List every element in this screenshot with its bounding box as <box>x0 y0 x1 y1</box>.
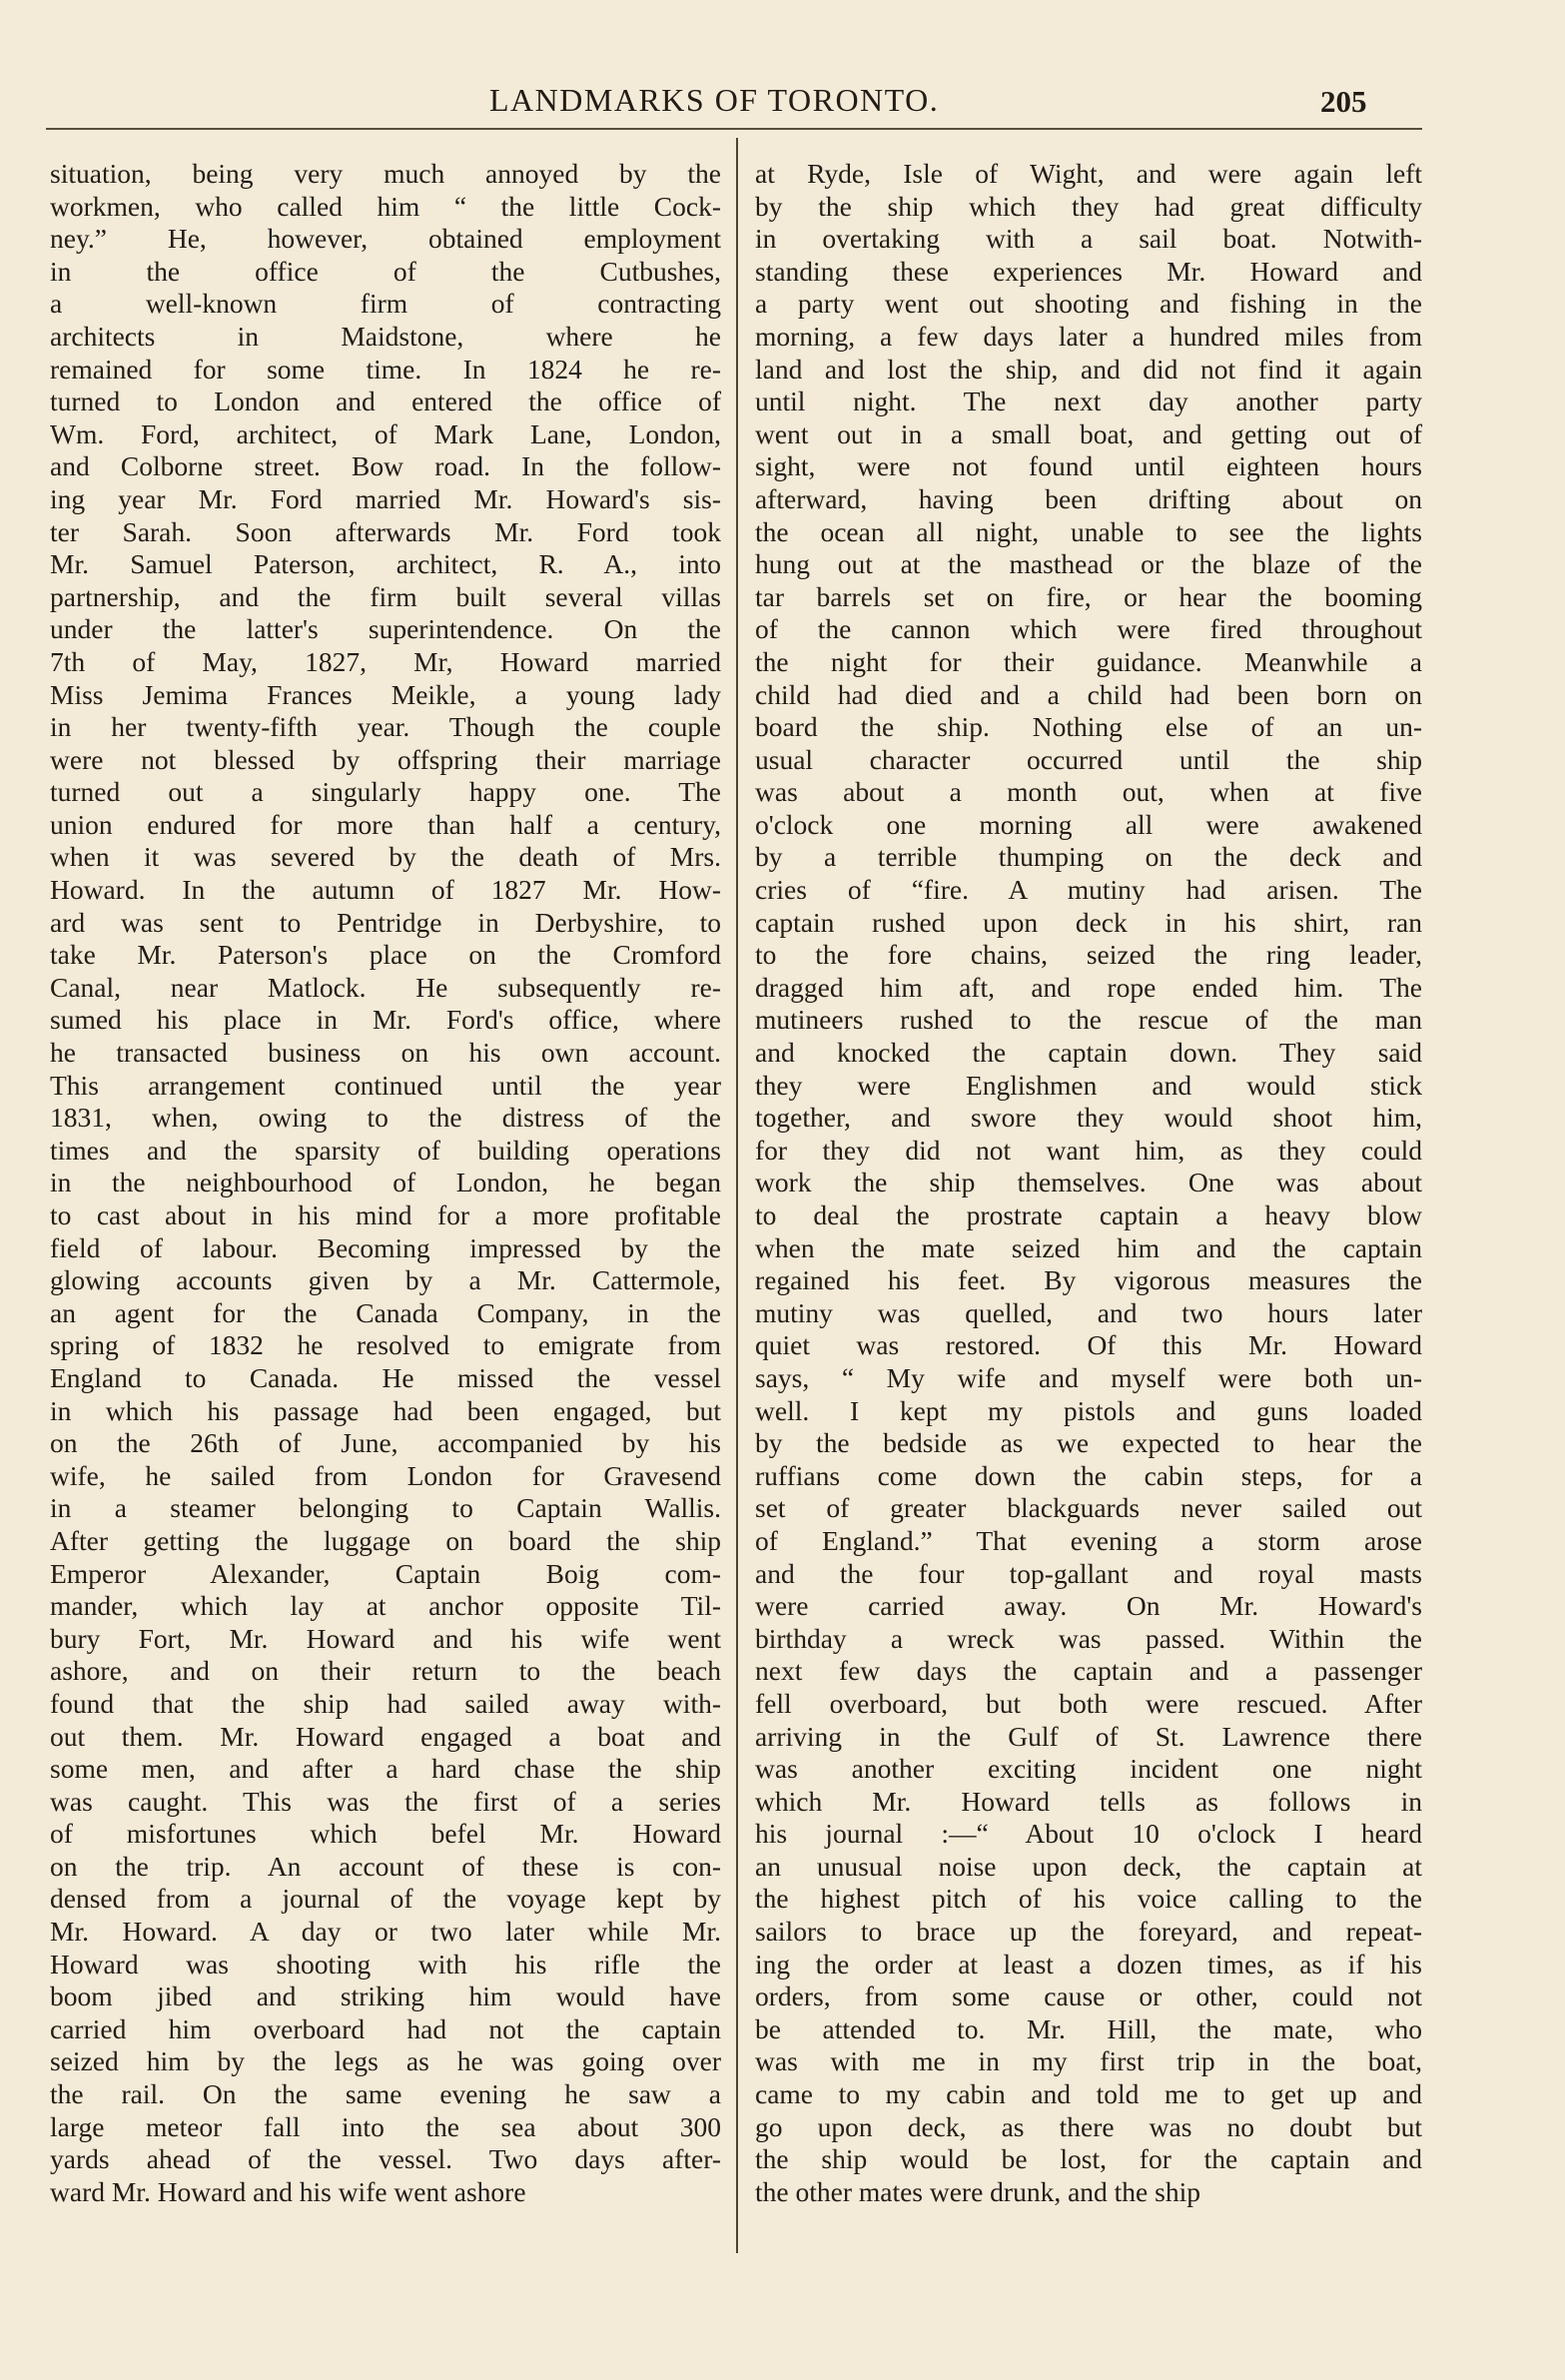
text-line: on the trip. An account of these is con- <box>50 1850 721 1882</box>
text-line: ard was sent to Pentridge in Derbyshire, to <box>50 906 721 938</box>
text-line: England to Canada. He missed the vessel <box>50 1361 721 1393</box>
text-line: of misfortunes which befel Mr. Howard <box>50 1818 721 1850</box>
text-line: wife, he sailed from London for Gravesend <box>50 1459 721 1491</box>
text-line: ter Sarah. Soon afterwards Mr. Ford took <box>50 515 721 547</box>
text-line: the ship would be lost, for the captain and <box>755 2143 1422 2175</box>
text-line: ward Mr. Howard and his wife went ashore <box>50 2175 526 2207</box>
text-line: bury Fort, Mr. Howard and his wife went <box>50 1622 721 1654</box>
text-line: the ocean all night, unable to see the lights <box>755 515 1422 547</box>
text-line: was another exciting incident one night <box>755 1753 1422 1785</box>
text-line: board the ship. Nothing else of an un- <box>755 711 1422 743</box>
text-line: captain rushed upon deck in his shirt, ran <box>755 906 1422 938</box>
text-line: to deal the prostrate captain a heavy blow <box>755 1199 1422 1230</box>
text-line: ing the order at least a dozen times, as if his <box>755 1948 1422 1980</box>
text-line: turned out a singularly happy one. The <box>50 776 721 808</box>
text-line: in overtaking with a sail boat. Notwith- <box>755 223 1422 255</box>
text-line: says, “ My wife and myself were both un- <box>755 1361 1422 1393</box>
text-line: work the ship themselves. One was about <box>755 1167 1422 1198</box>
text-line: This arrangement continued until the year <box>50 1069 721 1101</box>
text-line: to the fore chains, seized the ring leader, <box>755 939 1422 971</box>
text-line: densed from a journal of the voyage kept by <box>50 1883 721 1915</box>
text-line: mutiny was quelled, and two hours later <box>755 1296 1422 1328</box>
text-line: well. I kept my pistols and guns loaded <box>755 1394 1422 1426</box>
text-line: when it was severed by the death of Mrs. <box>50 841 721 873</box>
text-line: and the four top-gallant and royal masts <box>755 1557 1422 1589</box>
text-line: found that the ship had sailed away with- <box>50 1687 721 1719</box>
text-line: set of greater blackguards never sailed out <box>755 1492 1422 1524</box>
text-line: child had died and a child had been born on <box>755 678 1422 710</box>
text-line: regained his feet. By vigorous measures the <box>755 1264 1422 1296</box>
text-line: 1831, when, owing to the distress of the <box>50 1102 721 1134</box>
text-line: hung out at the masthead or the blaze of the <box>755 548 1422 580</box>
text-line: sumed his place in Mr. Ford's office, where <box>50 1004 721 1036</box>
text-line: next few days the captain and a passenger <box>755 1655 1422 1687</box>
text-line: sailors to brace up the foreyard, and repeat- <box>755 1916 1422 1948</box>
text-line: Mr. Howard. A day or two later while Mr. <box>50 1916 721 1948</box>
text-line: Emperor Alexander, Captain Boig com- <box>50 1557 721 1589</box>
text-line: o'clock one morning all were awakened <box>755 808 1422 840</box>
text-line: ing year Mr. Ford married Mr. Howard's sis- <box>50 482 721 514</box>
text-line: in a steamer belonging to Captain Wallis. <box>50 1492 721 1524</box>
text-line: boom jibed and striking him would have <box>50 1981 721 2012</box>
text-line: were carried away. On Mr. Howard's <box>755 1590 1422 1622</box>
text-line: was about a month out, when at five <box>755 776 1422 808</box>
text-line: until night. The next day another party <box>755 386 1422 417</box>
text-line: Canal, near Matlock. He subsequently re- <box>50 971 721 1003</box>
text-line: situation, being very much annoyed by the <box>50 158 721 189</box>
header-rule <box>46 128 1422 130</box>
text-line: turned to London and entered the office of <box>50 386 721 417</box>
text-line: which Mr. Howard tells as follows in <box>755 1785 1422 1817</box>
text-line: workmen, who called him “ the little Cock- <box>50 190 721 222</box>
text-line: remained for some time. In 1824 he re- <box>50 353 721 385</box>
text-line: standing these experiences Mr. Howard and <box>755 255 1422 287</box>
text-line: some men, and after a hard chase the ship <box>50 1753 721 1785</box>
column-divider <box>736 138 738 2253</box>
text-line: birthday a wreck was passed. Within the <box>755 1622 1422 1654</box>
text-line: when the mate seized him and the captain <box>755 1231 1422 1263</box>
text-line: tar barrels set on fire, or hear the booming <box>755 580 1422 612</box>
text-line: of the cannon which were fired throughout <box>755 613 1422 645</box>
text-line: and Colborne street. Bow road. In the follow- <box>50 450 721 482</box>
text-line: union endured for more than half a century, <box>50 808 721 840</box>
text-line: After getting the luggage on board the ship <box>50 1524 721 1556</box>
text-line: morning, a few days later a hundred miles from <box>755 320 1422 352</box>
text-line: field of labour. Becoming impressed by the <box>50 1231 721 1263</box>
text-line: of England.” That evening a storm arose <box>755 1524 1422 1556</box>
text-line: in which his passage had been engaged, but <box>50 1394 721 1426</box>
text-line: 7th of May, 1827, Mr, Howard married <box>50 645 721 677</box>
text-line: mutineers rushed to the rescue of the man <box>755 1004 1422 1036</box>
text-line: to cast about in his mind for a more profitable <box>50 1199 721 1230</box>
text-line: ruffians come down the cabin steps, for a <box>755 1459 1422 1491</box>
text-line: his journal :—“ About 10 o'clock I heard <box>755 1818 1422 1850</box>
text-line: under the latter's superintendence. On the <box>50 613 721 645</box>
text-line: carried him overboard had not the captain <box>50 2012 721 2044</box>
text-line: a party went out shooting and fishing in the <box>755 288 1422 320</box>
text-line: spring of 1832 he resolved to emigrate from <box>50 1329 721 1361</box>
text-line: fell overboard, but both were rescued. After <box>755 1687 1422 1719</box>
text-line: times and the sparsity of building operations <box>50 1134 721 1166</box>
text-line: sight, were not found until eighteen hours <box>755 450 1422 482</box>
text-line: by the bedside as we expected to hear the <box>755 1427 1422 1459</box>
text-line: was with me in my first trip in the boat, <box>755 2045 1422 2077</box>
text-line: ashore, and on their return to the beach <box>50 1655 721 1687</box>
text-line: on the 26th of June, accompanied by his <box>50 1427 721 1459</box>
text-line: arriving in the Gulf of St. Lawrence there <box>755 1720 1422 1752</box>
text-line: ney.” He, however, obtained employment <box>50 223 721 255</box>
text-line: an unusual noise upon deck, the captain at <box>755 1850 1422 1882</box>
text-line: mander, which lay at anchor opposite Til- <box>50 1590 721 1622</box>
text-line: in the office of the Cutbushes, <box>50 255 721 287</box>
text-line: the rail. On the same evening he saw a <box>50 2078 721 2110</box>
text-line: usual character occurred until the ship <box>755 743 1422 775</box>
text-line: glowing accounts given by a Mr. Cattermole, <box>50 1264 721 1296</box>
text-line: large meteor fall into the sea about 300 <box>50 2110 721 2142</box>
text-line: seized him by the legs as he was going over <box>50 2045 721 2077</box>
text-line: afterward, having been drifting about on <box>755 482 1422 514</box>
text-line: go upon deck, as there was no doubt but <box>755 2110 1422 2142</box>
text-line: Howard. In the autumn of 1827 Mr. How- <box>50 874 721 906</box>
text-line: be attended to. Mr. Hill, the mate, who <box>755 2012 1422 2044</box>
text-line: Miss Jemima Frances Meikle, a young lady <box>50 678 721 710</box>
right-text-column <box>755 158 1422 2208</box>
text-line: take Mr. Paterson's place on the Cromford <box>50 939 721 971</box>
text-line: at Ryde, Isle of Wight, and were again left <box>755 158 1422 189</box>
running-title: LANDMARKS OF TORONTO. <box>489 82 940 118</box>
text-line: the night for their guidance. Meanwhile a <box>755 645 1422 677</box>
text-line: the highest pitch of his voice calling to the <box>755 1883 1422 1915</box>
text-line: yards ahead of the vessel. Two days after- <box>50 2143 721 2175</box>
text-line: for they did not want him, as they could <box>755 1134 1422 1166</box>
text-line: quiet was restored. Of this Mr. Howard <box>755 1329 1422 1361</box>
page-number: 205 <box>1320 84 1367 119</box>
text-line: dragged him aft, and rope ended him. The <box>755 971 1422 1003</box>
text-line: he transacted business on his own account. <box>50 1037 721 1069</box>
text-line: by the ship which they had great difficulty <box>755 190 1422 222</box>
text-line: architects in Maidstone, where he <box>50 320 721 352</box>
text-line: partnership, and the firm built several villas <box>50 580 721 612</box>
text-line: orders, from some cause or other, could not <box>755 1981 1422 2012</box>
text-line: by a terrible thumping on the deck and <box>755 841 1422 873</box>
text-line: in the neighbourhood of London, he began <box>50 1167 721 1198</box>
text-line: they were Englishmen and would stick <box>755 1069 1422 1101</box>
text-line: were not blessed by offspring their marriage <box>50 743 721 775</box>
text-line: cries of “fire. A mutiny had arisen. The <box>755 874 1422 906</box>
text-line: and knocked the captain down. They said <box>755 1037 1422 1069</box>
text-line: in her twenty-fifth year. Though the couple <box>50 711 721 743</box>
text-line: went out in a small boat, and getting out of <box>755 417 1422 449</box>
text-line: together, and swore they would shoot him, <box>755 1102 1422 1134</box>
text-line: Mr. Samuel Paterson, architect, R. A., into <box>50 548 721 580</box>
text-line: land and lost the ship, and did not find it again <box>755 353 1422 385</box>
text-line: out them. Mr. Howard engaged a boat and <box>50 1720 721 1752</box>
left-text-column <box>50 158 721 2208</box>
text-line: the other mates were drunk, and the ship <box>755 2175 1200 2207</box>
text-line: a well-known firm of contracting <box>50 288 721 320</box>
text-line: Wm. Ford, architect, of Mark Lane, London, <box>50 417 721 449</box>
text-line: Howard was shooting with his rifle the <box>50 1948 721 1980</box>
text-line: an agent for the Canada Company, in the <box>50 1296 721 1328</box>
text-line: came to my cabin and told me to get up and <box>755 2078 1422 2110</box>
text-line: was caught. This was the first of a series <box>50 1785 721 1817</box>
